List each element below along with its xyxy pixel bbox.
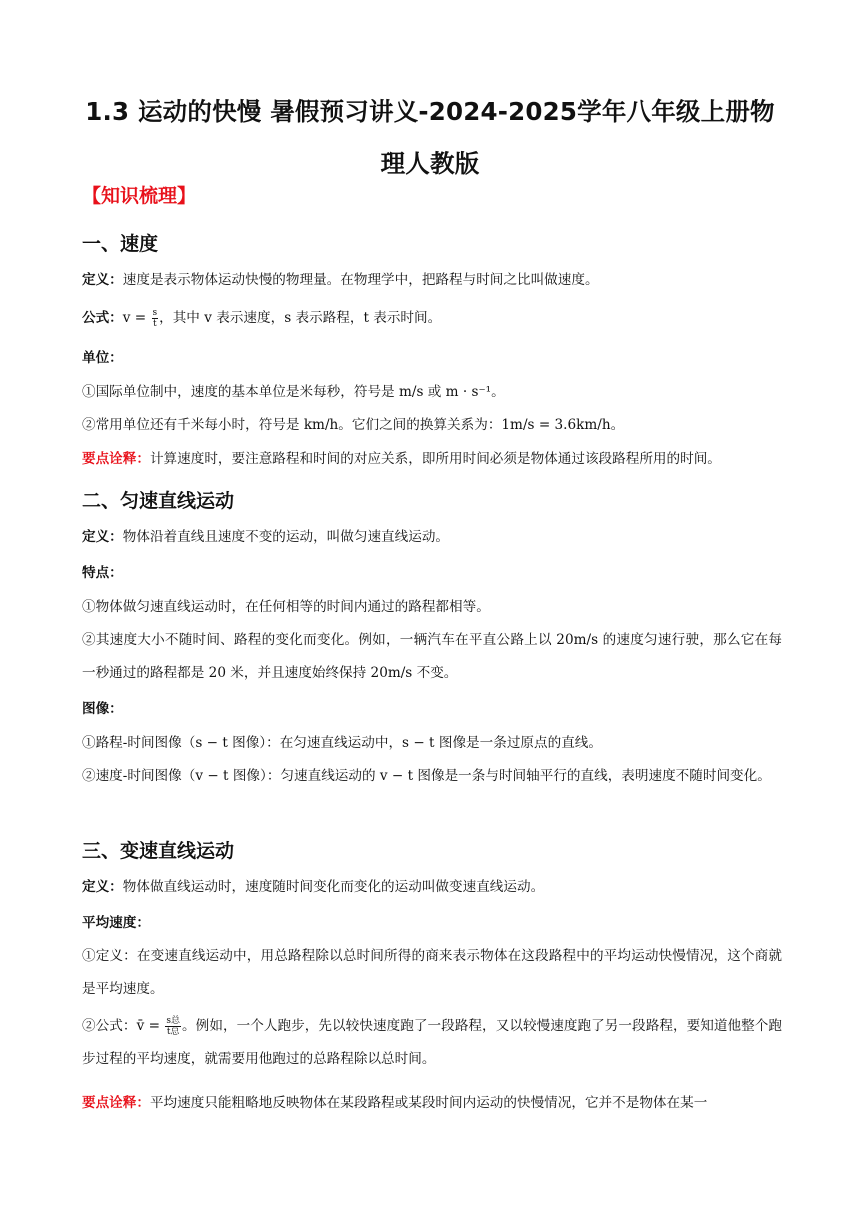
heading-variable-motion: 三、变速直线运动 [82, 840, 235, 862]
document-title [60, 86, 800, 190]
heading-speed: 一、速度 [82, 233, 159, 255]
speed-formula-fraction [152, 308, 159, 329]
variable-note-text: 平均速度只能粗略地反映物体在某段路程或某段时间内运动的快慢情况，它并不是物体在某一 [149, 1095, 708, 1111]
uniform-graph-1: ①路程-时间图像（s − t 图像）：在匀速直线运动中，s − t 图像是一条过原点的直线。 [82, 735, 602, 751]
avg-formula-denominator: t总 [166, 1027, 180, 1037]
speed-def-text: 速度是表示物体运动快慢的物理量。在物理学中，把路程与时间之比叫做速度。 [122, 272, 599, 288]
speed-formula-denominator: t [153, 319, 157, 329]
speed-formula-label: 公式： [82, 310, 123, 326]
uniform-def-text: 物体沿着直线且速度不变的运动，叫做匀速直线运动。 [122, 529, 450, 545]
uniform-graph-2: ②速度-时间图像（v − t 图像）：匀速直线运动的 v − t 图像是一条与时间轴平行的直线，表明速度不随时间变化。 [82, 768, 771, 784]
variable-definition [82, 877, 782, 897]
variable-note [82, 1093, 782, 1113]
speed-unit-1: ①国际单位制中，速度的基本单位是米每秒，符号是 m/s 或 m · s⁻¹。 [82, 384, 505, 400]
speed-note-label: 要点诠释： [82, 451, 150, 467]
average-speed-label: 平均速度： [82, 915, 150, 931]
uniform-feature-2: ②其速度大小不随时间、路程的变化而变化。例如，一辆汽车在平直公路上以 20m/s 的速度匀速行驶，那么它在每一秒通过的路程都是 20 米，并且速度始终保持 20m/s 不变。 [82, 632, 782, 681]
avg-formula-fraction [165, 1016, 181, 1037]
speed-formula-text: ，其中 v 表示速度，s 表示路程，t 表示时间。 [159, 310, 442, 326]
speed-formula-lhs: v = [122, 310, 151, 326]
variable-note-label: 要点诠释： [82, 1095, 150, 1111]
avg-formula-numerator: s总 [166, 1016, 180, 1026]
variable-def-label: 定义： [82, 879, 123, 895]
avg-formula-text: 。例如，一个人跑步，先以较快速度跑了一段路程，又以较慢速度跑了另一段路程，要知道他整个跑步过程的平均速度，就需要用他跑过的总路程除以总时间。 [82, 1018, 783, 1067]
average-speed-definition: ①定义：在变速直线运动中，用总路程除以总时间所得的商来表示物体在这段路程中的平均运动快慢情况，这个商就是平均速度。 [82, 948, 782, 997]
uniform-feature-label: 特点： [82, 565, 123, 581]
speed-def-label: 定义： [82, 272, 123, 288]
title-line-2: 理人教版 [380, 149, 480, 178]
speed-definition [82, 270, 782, 290]
speed-unit-2: ②常用单位还有千米每小时，符号是 km/h。它们之间的换算关系为：1m/s = 3.6km/h。 [82, 417, 625, 433]
uniform-feature-1: ①物体做匀速直线运动时，在任何相等的时间内通过的路程都相等。 [82, 599, 490, 615]
speed-unit-label: 单位： [82, 350, 123, 366]
avg-formula-prefix: ②公式： [82, 1018, 137, 1034]
knowledge-section-tag: 【知识梳理】 [82, 185, 197, 207]
speed-formula-numerator: s [152, 308, 158, 318]
speed-note [82, 449, 782, 469]
heading-uniform-motion: 二、匀速直线运动 [82, 490, 235, 512]
uniform-def-label: 定义： [82, 529, 123, 545]
title-line-1: 1.3 运动的快慢 暑假预习讲义-2024-2025学年八年级上册物 [85, 97, 775, 126]
avg-formula-lhs: v̄ = [136, 1018, 165, 1034]
variable-def-text: 物体做直线运动时，速度随时间变化而变化的运动叫做变速直线运动。 [122, 879, 545, 895]
uniform-graph-label: 图像： [82, 701, 123, 717]
speed-note-text: 计算速度时，要注意路程和时间的对应关系，即所用时间必须是物体通过该段路程所用的时间。 [149, 451, 721, 467]
speed-formula [82, 308, 782, 329]
uniform-definition [82, 527, 782, 547]
average-speed-formula [82, 1010, 782, 1076]
